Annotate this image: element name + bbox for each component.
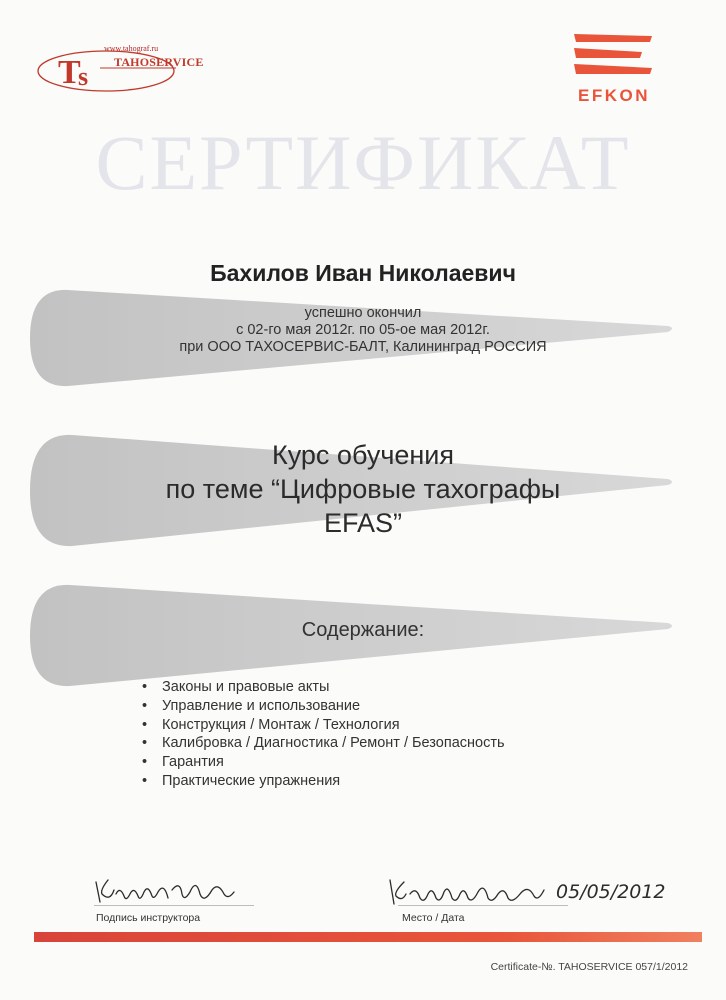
list-item: • Законы и правовые акты [142,679,330,695]
svg-text:05/05/2012: 05/05/2012 [556,881,666,903]
signature-line [94,905,254,906]
place-date-label: Место / Дата [402,912,465,924]
list-item: • Калибровка / Диагностика / Ремонт / Безопасность [142,735,505,752]
list-item: • Практические упражнения [142,772,341,789]
course-line: по теме “Цифровые тахографы [165,474,561,504]
certificate-number: Certificate-№. TAHOSERVICE 057/1/2012 [490,961,688,973]
completion-text [0,305,726,356]
instructor-signature [90,872,240,908]
course-title [0,438,726,540]
svg-text:s: s [78,62,89,91]
red-footer-bar [34,932,702,942]
course-line: EFAS” [323,508,403,538]
efkon-name: EFKON [578,86,650,105]
efkon-stripes-icon [566,30,662,86]
list-item: • Гарантия [142,754,224,771]
list-item: • Управление и использование [142,697,361,714]
intro-line: с 02-го мая 2012г. по 05-ое мая 2012г. [236,322,490,338]
contents-heading: Содержание: [301,619,425,641]
recipient-name: Бахилов Иван Николаевич [210,260,516,286]
intro-line: успешно окончил [304,305,422,321]
signature-line [398,905,568,906]
intro-line: при ООО ТАХОСЕРВИС-БАЛТ, Калининград РОССИЯ [179,339,547,355]
tahoservice-logo [36,44,204,94]
logo-url: www.tahograf.ru [104,44,159,53]
course-line: Курс обучения [271,440,455,470]
svg-text:T: T [58,54,81,91]
instructor-signature-label: Подпись инструктора [96,912,201,924]
efkon-logo [566,30,662,104]
list-item: • Конструкция / Монтаж / Технология [142,716,400,733]
contents-list [142,678,505,791]
logo-name: TAHOSERVICE [114,55,204,69]
certificate-title: СЕРТИФИКАТ [95,119,631,206]
